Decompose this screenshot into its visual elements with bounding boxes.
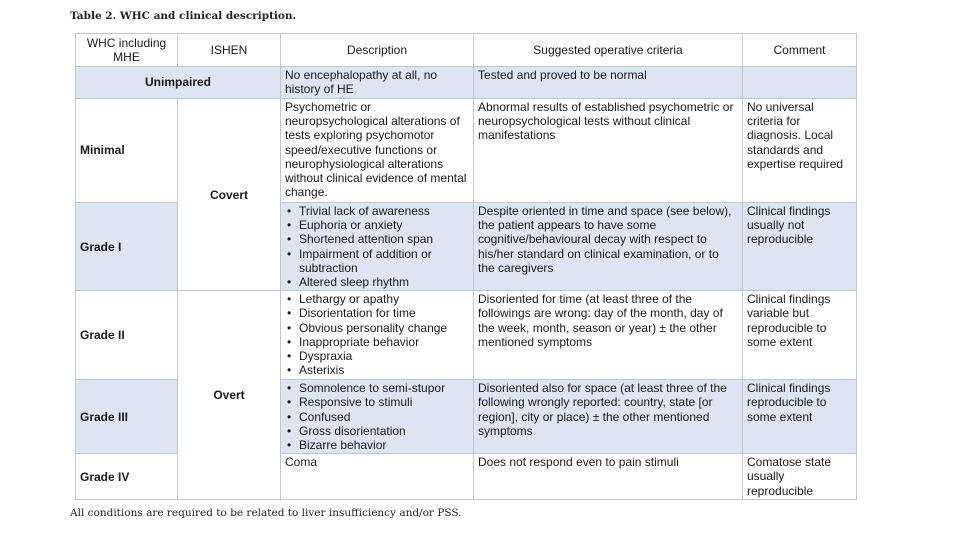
- description-grade1: [281, 203, 474, 291]
- bullet-item: • Responsive to stimuli: [285, 395, 469, 409]
- bullet-item: • Lethargy or apathy: [285, 292, 469, 306]
- row-minimal: [76, 99, 857, 203]
- bullet-item: • Obvious personality change: [285, 321, 469, 335]
- bullet-item: • Confused: [285, 410, 469, 424]
- table-footnote: All conditions are required to be related to liver insufficiency and/or PSS.: [70, 507, 462, 519]
- description-grade2: [281, 291, 474, 380]
- header-whc: WHC including MHE: [76, 34, 178, 67]
- header-row: [76, 34, 857, 67]
- comment-grade1: Clinical findings usually not reproducible: [743, 203, 857, 291]
- comment-grade3: Clinical findings reproducible to some extent: [743, 380, 857, 454]
- header-ishen: ISHEN: [178, 34, 281, 67]
- label-unimpaired: Unimpaired: [76, 67, 281, 99]
- bullet-item: • Altered sleep rhythm: [285, 275, 469, 289]
- bullets-grade2: [285, 292, 469, 377]
- criteria-unimpaired: Tested and proved to be normal: [474, 67, 743, 99]
- row-grade2: [76, 291, 857, 380]
- bullet-item: • Somnolence to semi-stupor: [285, 381, 469, 395]
- header-criteria: Suggested operative criteria: [474, 34, 743, 67]
- header-comment: Comment: [743, 34, 857, 67]
- label-grade4: Grade IV: [76, 454, 178, 500]
- bullet-item: • Euphoria or anxiety: [285, 218, 469, 232]
- label-grade2: Grade II: [76, 291, 178, 380]
- description-minimal: Psychometric or neuropsychological alterations of tests exploring psychomotor speed/executive functions or neurophysiological alterations without clinical evidence of mental change.: [281, 99, 474, 203]
- description-unimpaired: No encephalopathy at all, no history of HE: [281, 67, 474, 99]
- criteria-grade2: Disoriented for time (at least three of the followings are wrong: day of the month, day of the week, month, season or year) ± the other mentioned symptoms: [474, 291, 743, 380]
- bullet-item: • Impairment of addition or subtraction: [285, 247, 469, 275]
- row-unimpaired: [76, 67, 857, 99]
- label-minimal: Minimal: [76, 99, 178, 203]
- description-grade3: [281, 380, 474, 454]
- bullet-item: • Trivial lack of awareness: [285, 204, 469, 218]
- description-grade4: Coma: [281, 454, 474, 500]
- comment-unimpaired: [743, 67, 857, 99]
- criteria-grade4: Does not respond even to pain stimuli: [474, 454, 743, 500]
- bullets-grade3: [285, 381, 469, 452]
- bullet-item: • Bizarre behavior: [285, 438, 469, 452]
- comment-grade4: Comatose state usually reproducible: [743, 454, 857, 500]
- bullet-item: • Disorientation for time: [285, 306, 469, 320]
- comment-grade2: Clinical findings variable but reproducible to some extent: [743, 291, 857, 380]
- ishen-overt: Overt: [178, 291, 281, 500]
- bullets-grade1: [285, 204, 469, 289]
- criteria-minimal: Abnormal results of established psychometric or neuropsychological tests without clinical manifestations: [474, 99, 743, 203]
- bullet-item: • Dyspraxia: [285, 349, 469, 363]
- whc-table: [75, 33, 857, 500]
- label-grade1: Grade I: [76, 203, 178, 291]
- bullet-item: • Gross disorientation: [285, 424, 469, 438]
- label-grade3: Grade III: [76, 380, 178, 454]
- criteria-grade3: Disoriented also for space (at least three of the following wrongly reported: country, state [or region], city or place) ± the other mentioned symptoms: [474, 380, 743, 454]
- bullet-item: • Shortened attention span: [285, 232, 469, 246]
- table-caption: Table 2. WHC and clinical description.: [70, 10, 297, 22]
- comment-minimal: No universal criteria for diagnosis. Local standards and expertise required: [743, 99, 857, 203]
- header-description: Description: [281, 34, 474, 67]
- bullet-item: • Inappropriate behavior: [285, 335, 469, 349]
- bullet-item: • Asterixis: [285, 363, 469, 377]
- ishen-covert: Covert: [178, 99, 281, 291]
- criteria-grade1: Despite oriented in time and space (see below), the patient appears to have some cognitive/behavioural decay with respect to his/her standard on clinical examination, or to the caregivers: [474, 203, 743, 291]
